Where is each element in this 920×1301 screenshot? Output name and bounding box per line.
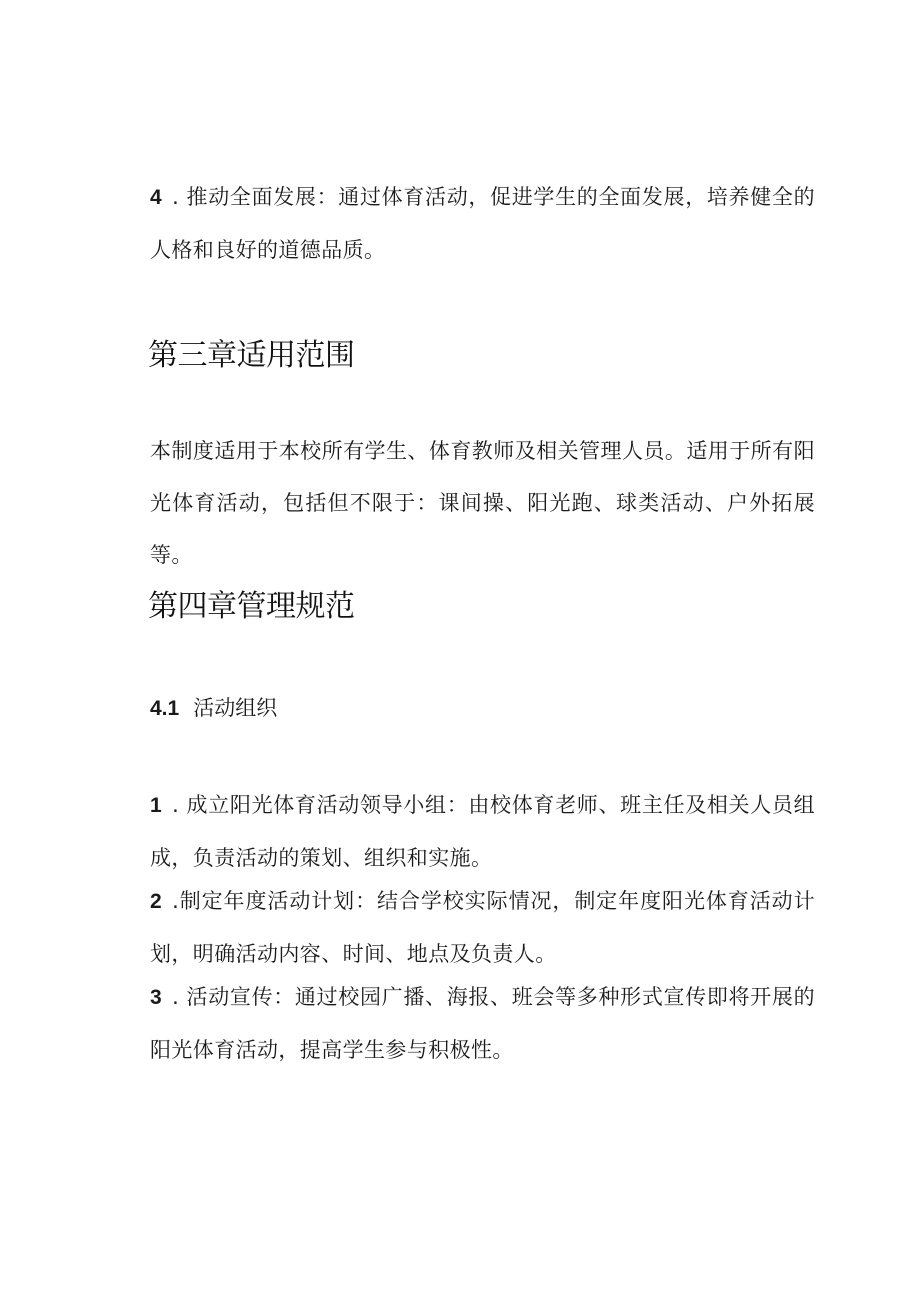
chapter-heading-4: 第四章管理规范 — [148, 589, 355, 624]
list-number: 2 — [150, 890, 163, 913]
list-item-text: . 活动宣传：通过校园广播、海报、班会等多种形式宣传即将开展的阳光体育活动，提高学生参与积极性。 — [150, 985, 815, 1062]
list-item-3 — [150, 971, 815, 1076]
list-number: 3 — [150, 986, 163, 1009]
list-item-text: .制定年度活动计划：结合学校实际情况，制定年度阳光体育活动计划，明确活动内容、时间、地点及负责人。 — [150, 889, 815, 966]
list-item-text: . 推动全面发展：通过体育活动，促进学生的全面发展，培养健全的人格和良好的道德品质。 — [150, 185, 815, 262]
list-item-2 — [150, 875, 815, 980]
list-item-4 — [150, 171, 815, 276]
list-item-1 — [150, 779, 815, 884]
scope-paragraph: 本制度适用于本校所有学生、体育教师及相关管理人员。适用于所有阳光体育活动，包括但不限于：课间操、阳光跑、球类活动、户外拓展等。 — [150, 439, 815, 567]
section-heading-4-1 — [150, 693, 277, 724]
list-number: 1 — [150, 794, 163, 817]
chapter-heading-3: 第三章适用范围 — [148, 338, 355, 373]
list-item-text: . 成立阳光体育活动领导小组：由校体育老师、班主任及相关人员组成，负责活动的策划、组织和实施。 — [150, 793, 815, 870]
section-title: 活动组织 — [193, 696, 278, 720]
section-number: 4.1 — [150, 697, 180, 720]
list-number: 4 — [150, 186, 163, 209]
